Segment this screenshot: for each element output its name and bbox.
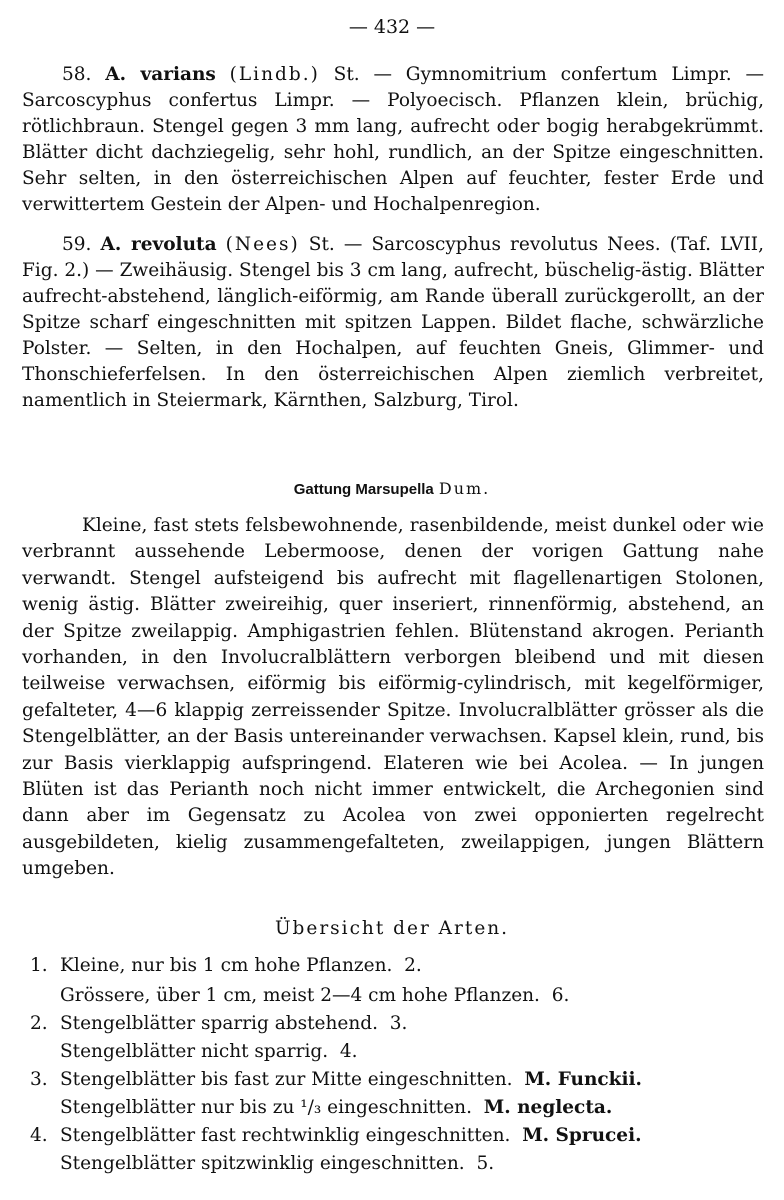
entry-number: 59. bbox=[62, 234, 92, 255]
key-row bbox=[30, 1153, 494, 1174]
key-text: Kleine, nur bis 1 cm hohe Pflanzen. bbox=[60, 955, 393, 976]
key-result: 6. bbox=[551, 985, 570, 1006]
key-text: Stengelblätter spitzwinklig eingeschnitten. bbox=[60, 1153, 465, 1174]
entry-text: St. — Sarcoscyphus revolutus Nees. (Taf. LVII, Fig. 2.) — Zweihäusig. Stengel bis 3 cm lang, aufrecht, büschelig-ästig. Blätter aufrecht-abstehend, länglich-eiförmig, am Rande überall zurückgerollt, an der Spitze scharf eingeschnitten mit spitzen Lappen. Bildet flache, schwärzliche Polster. — Selten, in den Hochalpen, auf feuchten Gneis, Glimmer- und Thonschieferfelsen. In den österreichischen Alpen ziemlich verbreitet, namentlich in Steiermark, Kärnthen, Salzburg, Tirol. bbox=[22, 234, 764, 411]
key-number: 4. bbox=[30, 1125, 48, 1146]
key-result-species: M. Funckii. bbox=[524, 1069, 642, 1090]
key-row bbox=[30, 1013, 407, 1034]
key-result: 3. bbox=[389, 1013, 408, 1034]
genus-authority: Dum. bbox=[438, 479, 491, 498]
key-number: 2. bbox=[30, 1013, 48, 1034]
genus-heading bbox=[0, 479, 784, 498]
species-entry-58 bbox=[22, 62, 764, 218]
key-row bbox=[30, 1097, 612, 1118]
key-number: 3. bbox=[30, 1069, 48, 1090]
key-result: 5. bbox=[476, 1153, 495, 1174]
entry-number: 58. bbox=[62, 64, 92, 85]
genus-title: Gattung Marsupella bbox=[293, 481, 434, 498]
key-result: 4. bbox=[339, 1041, 358, 1062]
key-result: 2. bbox=[404, 955, 422, 976]
species-name: A. revoluta bbox=[100, 234, 217, 255]
species-name: A. varians bbox=[105, 64, 216, 85]
species-authority: (Lindb.) bbox=[229, 64, 320, 85]
key-number: 1. bbox=[30, 955, 48, 976]
key-row bbox=[30, 1041, 358, 1062]
key-row bbox=[30, 985, 569, 1006]
genus-description-text: Kleine, fast stets felsbewohnende, rasenbildende, meist dunkel oder wie verbrannt aussehende Lebermoose, denen der vorigen Gattung nahe verwandt. Stengel aufsteigend bis aufrecht mit flagellenartigen Stolonen, wenig ästig. Blätter zweireihig, quer inseriert, rinnenförmig, abstehend, an der Spitze zweilappig. Amphigastrien fehlen. Blütenstand akrogen. Perianth vorhanden, in den Involucralblättern verborgen bleibend und mit diesen teilweise verwachsen, eiförmig bis eiförmig-cylindrisch, mit kegelförmiger, gefalteter, 4—6 klappig zerreissender Spitze. Involucralblätter grösser als die Stengelblätter, an der Basis untereinander verwachsen. Kapsel klein, rund, bis zur Basis vierklappig aufspringend. Elateren wie bei Acolea. — In jungen Blüten ist das Perianth noch nicht immer entwickelt, die Archegonien sind dann aber im Gegensatz zu Acolea von zwei opponierten regelrecht ausgebildeten, kielig zusammengefalteten, zweilappigen, jungen Blättern umgeben. bbox=[22, 515, 764, 880]
key-row bbox=[30, 955, 422, 976]
entry-text: St. — Gymnomitrium confertum Limpr. — Sarcoscyphus confertus Limpr. — Polyoecisch. Pflanzen klein, brüchig, rötlichbraun. Stengel gegen 3 mm lang, aufrecht oder bogig herabgekrümmt. Blätter dicht dachziegelig, sehr hohl, rundlich, an der Spitze eingeschnitten. Sehr selten, in den österreichischen Alpen auf feuchter, fester Erde und verwittertem Gestein der Alpen- und Hochalpenregion. bbox=[22, 64, 764, 215]
page-number: — 432 — bbox=[348, 16, 436, 38]
key-text: Stengelblätter fast rechtwinklig eingeschnitten. bbox=[60, 1125, 511, 1146]
key-text: Stengelblätter sparrig abstehend. bbox=[60, 1013, 378, 1034]
key-row bbox=[30, 1069, 642, 1090]
key-result-species: M. neglecta. bbox=[483, 1097, 613, 1118]
species-entry-59 bbox=[22, 232, 764, 414]
key-text: Stengelblätter nur bis zu ¹/₃ eingeschnitten. bbox=[60, 1097, 472, 1118]
key-result-species: M. Sprucei. bbox=[522, 1125, 642, 1146]
species-authority: (Nees) bbox=[225, 234, 300, 255]
key-text: Grössere, über 1 cm, meist 2—4 cm hohe Pflanzen. bbox=[60, 985, 540, 1006]
key-heading: Übersicht der Arten. bbox=[274, 918, 510, 939]
key-row bbox=[30, 1125, 642, 1146]
genus-description bbox=[22, 513, 764, 883]
key-text: Stengelblätter nicht sparrig. bbox=[60, 1041, 329, 1062]
key-text: Stengelblätter bis fast zur Mitte eingeschnitten. bbox=[60, 1069, 513, 1090]
